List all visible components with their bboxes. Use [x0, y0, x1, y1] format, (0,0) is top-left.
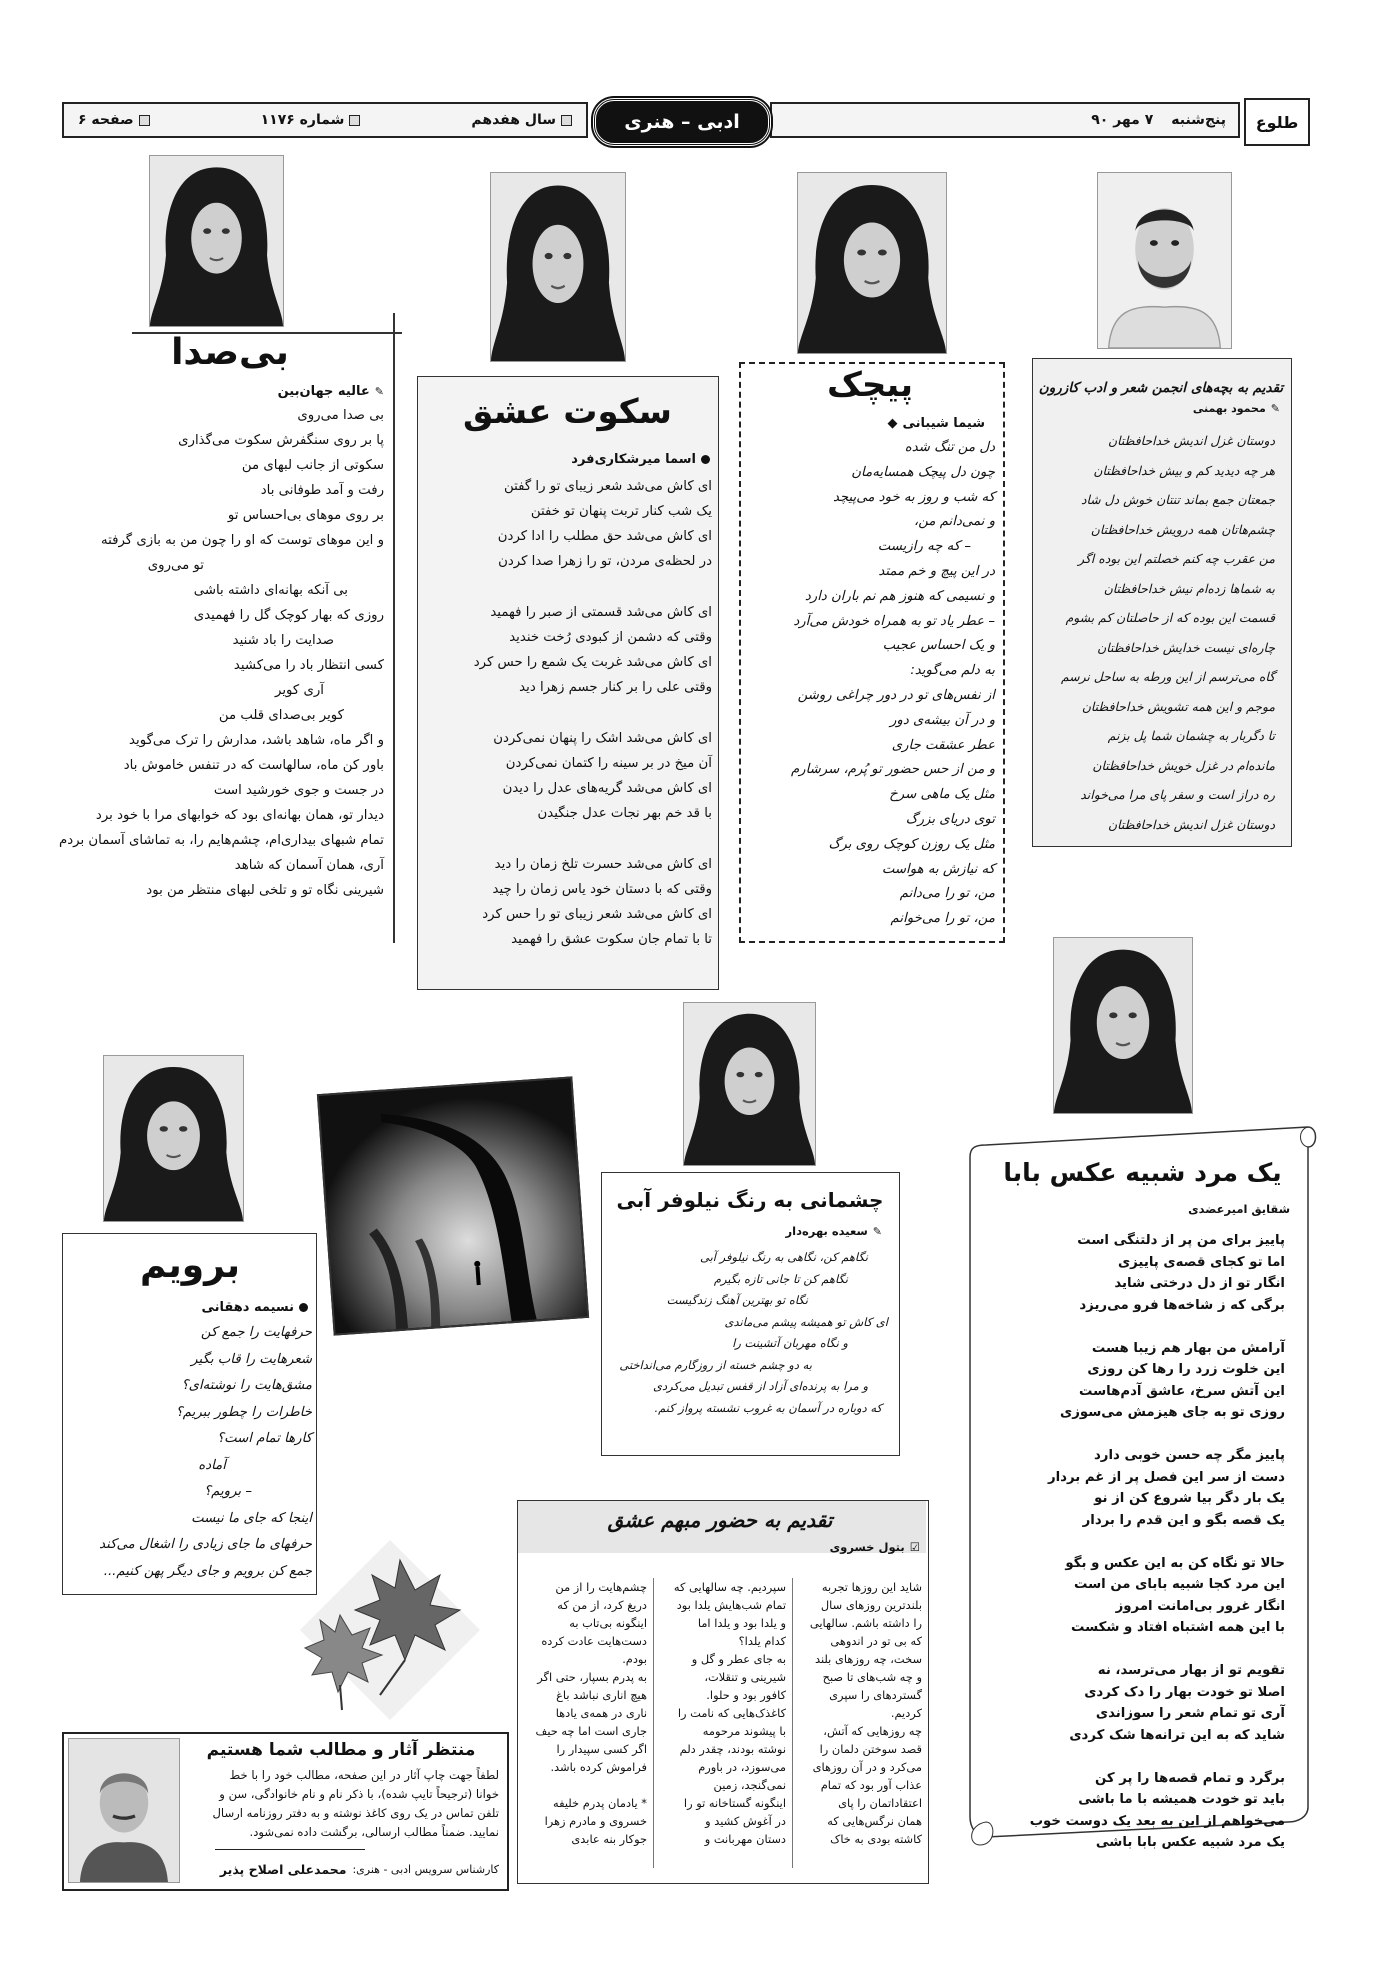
poem-line: ای کاش می‌شد شعر زیبای تو را گفتن	[504, 479, 712, 494]
poem-line: کویر بی‌صدای قلب من	[218, 708, 344, 723]
poem-line: روزی که بهار کوچک گل را فهمیدی	[193, 608, 384, 623]
poem-line: و مرا به پرنده‌ای آزاد از قفس تبدیل می‌کردی	[653, 1379, 868, 1393]
header-date: ۷ مهر ۹۰	[1091, 112, 1154, 128]
poem-line: که نیازش به هواست	[881, 861, 995, 877]
editor-photo	[68, 1738, 180, 1883]
poem-line: که دوباره در آسمان به غروب نشسته پرواز کنم.	[654, 1400, 882, 1415]
notice-line: لطفاً جهت چاپ آثار در این صفحه، مطالب خود را با خط	[229, 1768, 499, 1782]
prose-line: بلندترین روزهای سال	[820, 1598, 922, 1612]
portrait-photo	[683, 1002, 816, 1166]
forest-photo	[317, 1076, 589, 1335]
prose-line: جاری است اما چه حیف	[535, 1724, 647, 1738]
poem-line: که شب و روز به خود می‌پیچد	[832, 489, 995, 505]
poem-line: آرامش من بهار هم زیبا هست	[1091, 1340, 1285, 1356]
poem-line: باید تو خودت همیشه با ما باشی	[1078, 1792, 1285, 1807]
prose-line: اینگونه بی‌تاب به	[569, 1616, 647, 1630]
prose-line: دستان مهربانت و	[704, 1832, 786, 1846]
poem-author: اسما میرشکاری‌فرد	[425, 452, 710, 467]
column-rule	[792, 1578, 793, 1868]
prose-line: با پیشوند مرحومه	[702, 1724, 786, 1738]
poem-line: رفت و آمد طوفانی باد	[260, 483, 384, 498]
poem-line: یک شب کنار تربت پنهان تو خفتن	[530, 504, 712, 519]
poem-line: بی صدا می‌روی	[297, 408, 384, 423]
poem-title: یک مرد شبیه عکس بابا	[1003, 1158, 1282, 1187]
poem-body	[748, 436, 995, 932]
poem-line: چاره‌ای نیست خدایش خداحافظتان	[1097, 639, 1275, 655]
notice-title: منتظر آثار و مطالب شما هستیم	[206, 1740, 476, 1760]
poem-line: ای کاش می‌شد غربت یک شمع را حس کرد	[473, 655, 712, 670]
poem-line: چشم‌هاتان همه درویش خداحافظتان	[1090, 521, 1275, 537]
notice-line: تلفن تماس در یک روی کاغذ نوشته و به دفتر روزنامه ارسال	[212, 1806, 499, 1820]
bullet-icon	[299, 1303, 308, 1312]
prose-column	[800, 1578, 922, 1848]
poem-body	[432, 474, 712, 952]
portrait-photo	[103, 1055, 244, 1222]
poem-line: – برویم؟	[204, 1484, 252, 1499]
pen-icon: ✎	[1270, 402, 1280, 415]
column-rule	[393, 313, 395, 943]
poem-body	[610, 1247, 888, 1419]
poem-line: آری، همان آسمان که شاهد	[234, 858, 384, 873]
poem-line: – عطر یاد تو به همراه خودش می‌آرد	[793, 613, 995, 629]
poem-line: نگاه تو بهترین آهنگ زندگیست	[666, 1293, 808, 1307]
notice-body	[185, 1766, 499, 1842]
poem-line: قسمت این بوده که از حاصلتان کم بشوم	[1065, 610, 1275, 625]
poem-title: سکوت عشق	[463, 392, 672, 432]
poem-line: دل من تنگ شده	[904, 440, 995, 455]
prose-line: به پدرم بسپار، حتی اگر	[537, 1670, 647, 1684]
prose-line: کدام یلدا؟	[738, 1634, 786, 1648]
header-date-bar	[770, 102, 1240, 138]
poem-line: ای کاش می‌شد گریه‌های عدل را دیدن	[502, 781, 712, 796]
prose-line: دست‌هایت عادت کرده	[541, 1634, 647, 1648]
poem-author: شیما شیبانی ◆	[887, 416, 985, 431]
poem-line: دوستان غزل اندیش خداحافظتان	[1107, 816, 1275, 832]
prose-line	[523, 1776, 647, 1794]
poem-title: چشمانی به رنگ نیلوفر آبی	[616, 1188, 884, 1212]
poem-line: ای کاش می‌شد قسمتی از صبر را فهمید	[490, 605, 712, 620]
poem-body	[58, 403, 384, 903]
poem-line: مانده‌ام در غزل خویش خداحافظتان	[1092, 757, 1275, 773]
pen-icon: ✎	[872, 1224, 882, 1238]
poem-line: پاییز مگر چه حسن خوبی دارد	[1093, 1448, 1285, 1463]
prose-line: * یادمان پدرم خلیفه	[552, 1796, 647, 1810]
poem-line: سکوتی از جانب لبهای من	[241, 458, 384, 473]
poem-line: موجم و این همه تشویش خداحافظتان	[1081, 698, 1275, 714]
poem-author: ✎ عالیه جهان‌بین	[277, 384, 384, 399]
poem-line: من، تو را می‌خوانم	[890, 911, 995, 927]
poem-line: جمع کن برویم و جای دیگر پهن کنیم...	[103, 1563, 312, 1579]
poem-line: مشق‌هایت را نوشته‌ای؟	[181, 1378, 312, 1393]
poem-line: انگار تو از دل درختی شاید	[1114, 1276, 1285, 1291]
prose-line: سخت، چه روزهای بلند	[814, 1652, 922, 1666]
poem-line: من عقرب چه کنم خصلتم این بوده اگر	[1078, 551, 1275, 566]
poem-line: حرفهای ما جای زیادی را اشغال می‌کند	[99, 1537, 312, 1552]
poem-line: به دو چشم خسته از روزگارم می‌انداختی	[619, 1357, 812, 1372]
poem-line: با این همه اشتباه افتاد و شکست	[1071, 1620, 1285, 1635]
notice-footer-name: محمدعلی اصلاح پذیر	[219, 1862, 347, 1877]
poem-line: پا بر روی سنگفرش سکوت می‌گذاری	[178, 433, 384, 448]
prose-line: بودم.	[622, 1652, 647, 1666]
poem-line: وقتی که با دستان خود یاس زمان را چید	[492, 882, 712, 897]
poem-line: ره دراز است و سفر پای مرا می‌خواند	[1080, 787, 1275, 802]
header-issue-bar	[62, 102, 588, 138]
portrait-photo	[797, 172, 947, 354]
poem-line: حالا تو نگاه کن به این عکس و بگو	[1065, 1555, 1285, 1571]
prose-line: در آغوش کشید و	[705, 1814, 786, 1828]
poem-line: این مرد کجا شبیه بابای من است	[1074, 1577, 1285, 1592]
prose-line: به جای عطر و گل و	[691, 1652, 786, 1666]
prose-line: جوکار بنه عابدی	[571, 1832, 647, 1846]
poem-line: شاید که به این ترانه‌ها شک کردی	[1069, 1727, 1285, 1743]
prose-column	[660, 1578, 786, 1848]
poem-line: انگار غرور بی‌امانت امروز	[1115, 1598, 1285, 1614]
poem-line: اصلا تو خودت بهار را دک کردی	[1084, 1684, 1285, 1700]
poem-line: آری تو تمام شعر را سوزاندی	[1095, 1706, 1285, 1721]
poem-line: در لحظه‌ی مردن، تو را زهرا صدا کردن	[498, 554, 712, 569]
poem-line: و من از حس حضور تو پُرم، سرشارم	[790, 762, 995, 778]
notice-rule	[215, 1849, 365, 1850]
poem-line: ای کاش می‌شد شعر زیبای تو را حس کرد	[482, 907, 712, 922]
poem-line: روزی تو به جای هیزمش می‌سوزی	[1060, 1405, 1285, 1420]
prose-line: قصد سوختن دلمان را	[819, 1742, 922, 1756]
prose-line: و چه شب‌های تا صبح	[822, 1670, 922, 1684]
maple-leaves-illustration	[280, 1520, 490, 1720]
prose-line: ناری در همه‌ی یادها	[555, 1706, 647, 1720]
prose-title: تقدیم به حضور مبهم عشق	[607, 1508, 833, 1532]
notice-footer	[187, 1862, 499, 1877]
prose-line: می‌سوزد، در باورم	[698, 1760, 786, 1774]
square-bullet-icon	[139, 115, 150, 126]
column-rule	[653, 1578, 654, 1868]
poem-line: و یک احساس عجیب	[882, 638, 995, 654]
poem-line: ای کاش می‌شد اشک را پنهان نمی‌کردن	[493, 731, 712, 746]
prose-line: دریغ کرد، از من که	[557, 1598, 647, 1612]
poem-line: و نگاه مهربان آتشینت را	[732, 1336, 848, 1350]
poem-line: جمعتان جمع بماند تنتان خوش دل شاد	[1081, 492, 1275, 507]
prose-line: اعتقاداتمان را پای	[838, 1796, 922, 1810]
prose-line: کافور بود و حلوا.	[706, 1688, 786, 1702]
poem-line: خاطرات را چطور ببریم؟	[175, 1404, 312, 1420]
bullet-icon	[701, 455, 710, 464]
poem-line: کارها تمام است؟	[217, 1431, 312, 1446]
poem-line: آماده	[198, 1457, 226, 1473]
prose-line: هیچ اناری نباشد باغ	[556, 1688, 647, 1702]
section-title: ادبی – هنری	[593, 98, 771, 146]
poem-line: تا دگربار به چشمان شما پل بزنم	[1107, 728, 1275, 743]
poem-line: این خلوت زرد را رها کن روزی	[1087, 1362, 1285, 1377]
prose-line: نوشته بودند، چقدر دلم	[679, 1742, 786, 1756]
prose-line: را داشته باشم. سالهایی	[809, 1616, 922, 1630]
portrait-photo	[490, 172, 626, 362]
poem-line: و در آن بیشه‌ی دور	[889, 712, 995, 728]
poem-body	[1040, 426, 1275, 839]
prose-line: سپردیم. چه سالهایی که	[673, 1580, 786, 1594]
prose-line: چه روزهایی که آتش،	[823, 1724, 922, 1738]
prose-author: ☑ بتول خسروی	[829, 1540, 920, 1554]
poem-line: ای کاش می‌شد حق مطلب را ادا کردن	[497, 529, 712, 544]
poem-line: تا با تمام جان سکوت عشق را فهمید	[511, 932, 712, 947]
poem-line: می‌خواهم از این به بعد یک دوست خوب	[1029, 1813, 1285, 1829]
poem-line: بر روی موهای بی‌احساس تو	[227, 508, 384, 523]
poem-line: یک قصه بگو و این قدم را بردار	[1082, 1512, 1285, 1528]
poem-line: دیدار تو، همان بهانه‌ای بود که خوابهای مرا با خود برد	[95, 808, 384, 823]
poem-line: بی آنکه بهانه‌ای داشته باشی	[193, 583, 348, 598]
poem-author: ✎ سعیده بهره‌دار	[785, 1224, 882, 1238]
poem-title: پیچک	[827, 365, 913, 405]
prose-line: اگر کسی سپیدار را	[556, 1742, 647, 1756]
poem-line: دست از سر این فصل پر از غم بردار	[1047, 1469, 1285, 1485]
poem-line: نگاهم کن، نگاهی به رنگ نیلوفر آبی	[699, 1250, 868, 1264]
poem-line: آری کویر	[275, 683, 324, 698]
poem-line: شیرینی نگاه تو و تلخی لبهای منتظر من بود	[146, 883, 384, 898]
poem-line: آن میخ در بر سینه را کتمان نمی‌کردن	[505, 756, 712, 771]
poem-line: تو می‌روی	[147, 558, 204, 573]
notice-footer-label: کارشناس سرویس ادبی - هنری:	[352, 1863, 499, 1876]
poem-line: اینجا که جای ما نیست	[191, 1510, 312, 1526]
poem-line: به دلم می‌گوید:	[910, 663, 995, 679]
prose-line: عذاب آور بود که تمام	[820, 1778, 922, 1792]
prose-line: همان نرگس‌هایی که	[827, 1814, 922, 1828]
prose-line: کاشته بودی به خاک	[830, 1832, 922, 1846]
poem-line: گاه می‌ترسم از این ورطه به ساحل نرسم	[1060, 669, 1275, 684]
prose-line: فراموش کرده باشد.	[550, 1760, 647, 1774]
poem-line: این آتش سرخ، عاشق آدم‌هاست	[1079, 1383, 1285, 1399]
prose-column	[523, 1578, 647, 1848]
header-weekday: پنج‌شنبه	[1171, 112, 1226, 128]
prose-line: که بی تو در اندوهی	[830, 1634, 922, 1648]
poem-body	[1020, 1230, 1285, 1854]
poem-line: از نفس‌های تو در دور چراغی روشن	[797, 687, 995, 703]
poem-title: تقدیم به بچه‌های انجمن شعر و ادب کازرون	[1038, 380, 1284, 396]
newspaper-logo: طلوع	[1244, 98, 1310, 146]
poem-line: دوستان غزل اندیش خداحافظتان	[1107, 433, 1275, 448]
header-page: صفحه ۶	[78, 112, 150, 128]
prose-line: گستردهای را سپری	[829, 1688, 922, 1702]
prose-line: اینگونه گستاخانه تو را	[683, 1796, 786, 1810]
notice-line: نمایید. ضمناً مطالب ارسالی، برگشت داده نمی‌شود.	[249, 1825, 499, 1839]
prose-line: کردیم.	[890, 1706, 922, 1720]
poem-line: اما تو کجای قصه‌ی پاییزی	[1117, 1254, 1285, 1270]
poem-line: وقتی که دشمن از کبودی رُخت خندید	[509, 630, 712, 645]
notice-line: خوانا (ترجیحاً تایپ شده)، با ذکر نام و نام خانوادگی، سن و	[219, 1787, 499, 1801]
poem-line: پاییز برای من پر از دلتنگی است	[1077, 1233, 1285, 1248]
poem-line: ای کاش تو همیشه پیشم می‌ماندی	[724, 1314, 888, 1329]
header-issue: شماره ۱۱۷۶	[261, 112, 361, 128]
poem-line: تقویم تو از بهار می‌ترسد، نه	[1097, 1663, 1285, 1678]
poem-line: و نمی‌دانم من،	[913, 514, 995, 530]
poem-line: و اگر ماه، شاهد باشد، مدارش را ترک می‌گوید	[129, 733, 384, 748]
poem-author: نسیمه دهقانی	[68, 1300, 308, 1315]
poem-title: بی‌صدا	[171, 332, 289, 373]
poem-body	[72, 1320, 312, 1585]
poem-line: عطر عشقت جاری	[891, 737, 995, 753]
poem-line: در جست و جوی خورشید است	[213, 783, 384, 798]
poem-author: شقایق امیرعضدی	[1188, 1202, 1290, 1216]
poem-line: یک مرد شبیه عکس بابا باشی	[1095, 1835, 1285, 1850]
prose-line: چشم‌هایت را از من	[555, 1580, 647, 1594]
prose-line: نمی‌گنجد، زمین	[713, 1778, 786, 1792]
prose-line: کاغذک‌هایی که نامت را	[677, 1706, 786, 1720]
poem-line: شعرهایت را قاب بگیر	[191, 1351, 312, 1367]
poem-line: – که چه رازیست	[877, 539, 971, 555]
poem-line: تمام شبهای بیداری‌ام، چشم‌هایم را، به تماشای آسمان بردم	[58, 833, 384, 848]
poem-line: در این پیچ و خم ممتد	[878, 563, 995, 579]
poem-line: من، تو را می‌دانم	[899, 886, 995, 902]
poem-line: برگرد و تمام قصه‌ها را پر کن	[1094, 1770, 1285, 1786]
portrait-photo	[1053, 937, 1193, 1114]
poem-line: نگاهم کن تا جانی تازه بگیرم	[713, 1271, 848, 1286]
poem-line: حرفهایت را جمع کن	[200, 1325, 312, 1340]
square-bullet-icon	[349, 115, 360, 126]
poem-line: چون دل پیچک همسایه‌مان	[851, 464, 995, 480]
poem-line: به شماها زده‌ام نیش خداحافظتان	[1103, 580, 1275, 596]
poem-line: مثل یک ماهی سرخ	[889, 787, 995, 803]
prose-line: می‌کرد و در آن روزهای	[812, 1760, 922, 1774]
poem-line: صدایت را باد شنید	[232, 633, 334, 648]
poem-line: هر چه دیدید کم و بیش خداحافظتان	[1093, 462, 1275, 478]
square-bullet-icon	[561, 115, 572, 126]
poem-line: وقتی علی را بر کنار جسم زهرا دید	[519, 680, 712, 695]
prose-line: شاید این روزها تجربه	[821, 1580, 922, 1594]
prose-line: تمام شب‌هایش یلدا بود	[676, 1598, 786, 1612]
poem-line: و نسیمی که هنوز هم نم باران دارد	[804, 588, 995, 604]
poem-line: مثل یک روزن کوچک روی برگ	[828, 836, 995, 852]
poem-line: و این موهای توست که او را چون من به بازی گرفته	[100, 533, 384, 548]
portrait-photo	[1097, 172, 1232, 349]
portrait-photo	[149, 155, 284, 327]
header-year: سال هفدهم	[471, 112, 572, 128]
pen-icon: ✎	[374, 385, 384, 398]
poem-title: برویم	[139, 1245, 241, 1286]
prose-line: خسروی و مادرم زهرا	[544, 1814, 647, 1828]
poem-line: یک بار دگر بیا شروع کن از نو	[1094, 1491, 1285, 1506]
poem-line: ای کاش می‌شد حسرت تلخ زمان را دید	[494, 857, 712, 872]
poem-line: برگی که ز شاخه‌ها فرو می‌ریزد	[1079, 1297, 1285, 1313]
poem-line: باور کن ماه، سالهاست که در تنفس خاموش باد	[123, 758, 384, 773]
prose-line: شیرینی و تنقلات،	[704, 1670, 786, 1684]
checkbox-icon: ☑	[909, 1540, 920, 1554]
prose-line: و یلدا بود و یلدا اما	[697, 1616, 786, 1630]
poem-line: توی دریای بزرگ	[905, 811, 995, 827]
diamond-bullet-icon: ◆	[887, 416, 898, 431]
poem-line: با قد خم بهر نجات عدل جنگیدن	[537, 806, 712, 821]
poem-line: کسی انتظار باد را می‌کشید	[233, 658, 384, 673]
poem-author: ✎ محمود بهمنی	[1192, 402, 1280, 415]
